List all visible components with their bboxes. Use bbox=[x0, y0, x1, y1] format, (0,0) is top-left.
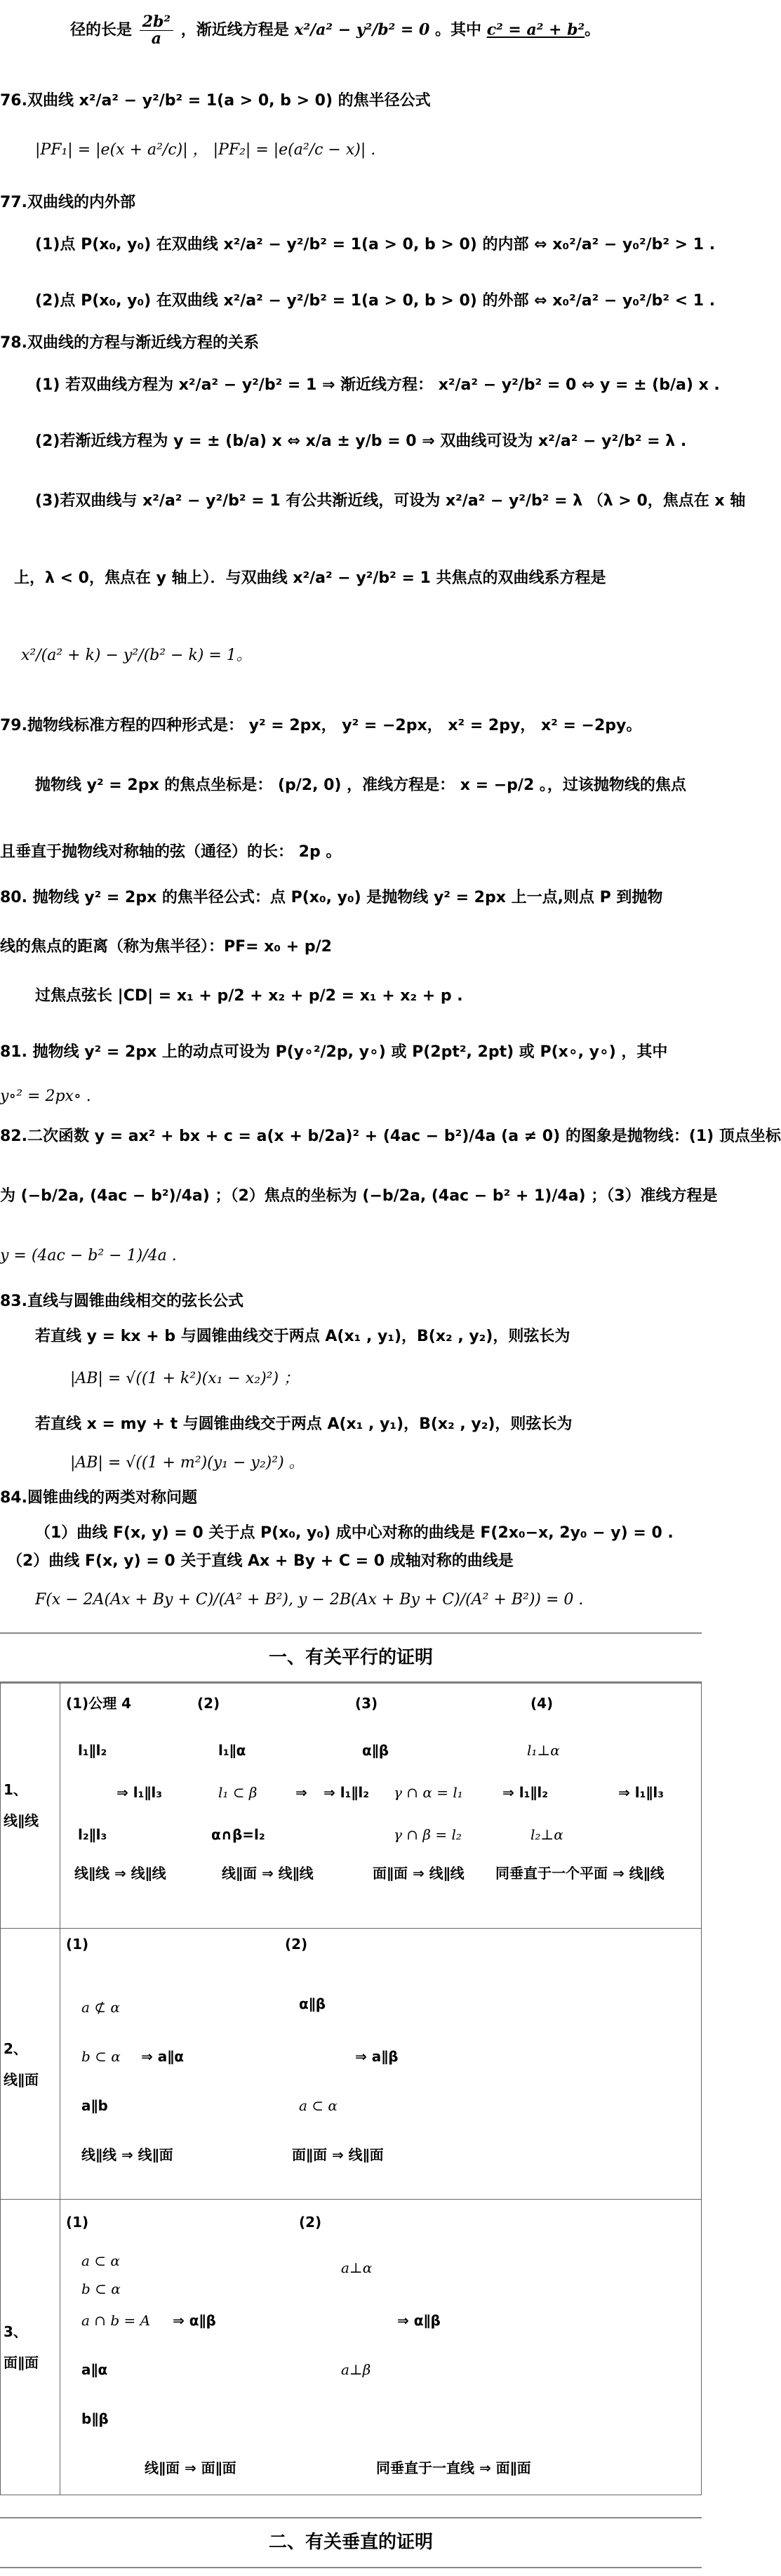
premise: b ⊂ α bbox=[81, 2048, 121, 2065]
premise: a ∩ b = A bbox=[81, 2312, 151, 2329]
item-79-title: 79.抛物线标准方程的四种形式是： y² = 2px， y² = −2px， x² = 2py， x² = −2py。 bbox=[0, 717, 642, 734]
item-84-title: 84.圆锥曲线的两类对称问题 bbox=[0, 1489, 197, 1507]
item-84-p2: （2）曲线 F(x, y) = 0 关于直线 Ax + By + C = 0 成轴对称的曲线是 bbox=[7, 1552, 514, 1570]
relation: c² = a² + b² bbox=[486, 20, 585, 39]
premise: a∥b bbox=[81, 2097, 108, 2114]
conclusion: ⇒ α∥β bbox=[173, 2312, 216, 2329]
item-78-title: 78.双曲线的方程与渐近线方程的关系 bbox=[0, 334, 259, 352]
ellipse-latus-line bbox=[70, 14, 702, 47]
premise: b∥β bbox=[81, 2410, 109, 2427]
rule-summary: 线∥面 ⇒ 面∥面 bbox=[145, 2459, 236, 2476]
premise: l₁ ⊂ β bbox=[218, 1784, 258, 1801]
premise: a ⊂ α bbox=[299, 2097, 338, 2114]
item-81-p2: y∘² = 2px∘ . bbox=[0, 1088, 91, 1105]
rule-summary: 线∥线 ⇒ 线∥线 bbox=[74, 1865, 166, 1882]
item-77-title: 77.双曲线的内外部 bbox=[0, 194, 135, 211]
item-78-p1: (1) 若双曲线方程为 x²/a² − y²/b² = 1 ⇒ 渐近线方程： x²/a² − y²/b² = 0 ⇔ y = ± (b/a) x . bbox=[35, 376, 720, 394]
conclusion: ⇒ a∥α bbox=[141, 2048, 184, 2065]
rule-summary: 同垂直于一个平面 ⇒ 线∥线 bbox=[495, 1865, 665, 1882]
item-76-title: 76.双曲线 x²/a² − y²/b² = 1(a > 0, b > 0) 的焦半径公式 bbox=[0, 92, 431, 110]
case-heading: (4) bbox=[530, 1695, 554, 1712]
row-number: 1、 bbox=[4, 1781, 27, 1798]
row-title: 面∥面 bbox=[4, 2354, 39, 2371]
den: a bbox=[151, 29, 161, 48]
item-81-p1: 81. 抛物线 y² = 2px 上的动点可设为 P(y∘²/2p, y∘) 或 P(2pt², 2pt) 或 P(x∘, y∘) ，其中 bbox=[0, 1043, 668, 1061]
premise: a ⊄ α bbox=[81, 1999, 120, 2016]
item-80-p1: 80. 抛物线 y² = 2px 的焦半径公式：点 P(x₀, y₀) 是抛物线 y² = 2px 上一点,则点 P 到抛物 bbox=[0, 889, 663, 906]
table-row bbox=[1, 2200, 702, 2495]
item-78-p3b: 上，λ < 0，焦点在 y 轴上）．与双曲线 x²/a² − y²/b² = 1 共焦点的双曲线系方程是 bbox=[14, 569, 606, 587]
item-83-title: 83.直线与圆锥曲线相交的弦长公式 bbox=[0, 1293, 243, 1310]
item-80-p3: 过焦点弦长 |CD| = x₁ + p/2 + x₂ + p/2 = x₁ + x₂ + p . bbox=[35, 987, 463, 1005]
case-heading: (2) bbox=[299, 2214, 322, 2231]
item-83-p2: |AB| = √((1 + k²)(x₁ − x₂)²) ； bbox=[70, 1370, 300, 1387]
rule-summary: 面∥面 ⇒ 线∥面 bbox=[292, 2146, 384, 2163]
rule-summary: 同垂直于一直线 ⇒ 面∥面 bbox=[376, 2459, 531, 2476]
row-label bbox=[1, 1682, 60, 1929]
premise: l₂⊥α bbox=[530, 1826, 563, 1843]
row-number: 2、 bbox=[4, 2040, 27, 2057]
rule-summary: 面∥面 ⇒ 线∥线 bbox=[373, 1865, 465, 1882]
section-perpendicular-heading: 二、有关垂直的证明 bbox=[0, 2517, 702, 2568]
conclusion: ⇒ α∥β bbox=[397, 2312, 441, 2329]
row-body bbox=[60, 1682, 702, 1929]
rule-summary: 线∥面 ⇒ 线∥线 bbox=[222, 1865, 314, 1882]
case-heading: (2) bbox=[285, 1936, 308, 1953]
row-body bbox=[60, 1929, 702, 2200]
text: 。其中 bbox=[435, 21, 482, 39]
table-row bbox=[1, 1682, 702, 1929]
table-row bbox=[1, 1929, 702, 2200]
text: 径的长是 bbox=[70, 21, 133, 39]
premise: a⊥β bbox=[341, 2361, 371, 2378]
item-79-p2: 且垂直于抛物线对称轴的弦（通径）的长： 2p 。 bbox=[0, 843, 342, 861]
item-83-p3: 若直线 x = my + t 与圆锥曲线交于两点 A(x₁ , y₁)，B(x₂ , y₂)，则弦长为 bbox=[35, 1415, 573, 1433]
case-heading: (2) bbox=[197, 1695, 220, 1712]
premise: γ ∩ α = l₁ bbox=[394, 1784, 463, 1801]
premise: γ ∩ β = l₂ bbox=[394, 1826, 462, 1843]
item-83-p1: 若直线 y = kx + b 与圆锥曲线交于两点 A(x₁ , y₁)，B(x₂ , y₂)，则弦长为 bbox=[35, 1328, 570, 1345]
row-label bbox=[1, 2200, 60, 2495]
item-80-p2: 线的焦点的距离（称为焦半径）：PF= x₀ + p/2 bbox=[0, 938, 332, 956]
item-82-p3: y = (4ac − b² − 1)/4a . bbox=[0, 1247, 177, 1264]
item-79-p1: 抛物线 y² = 2px 的焦点坐标是： (p/2, 0) ，准线方程是： x = −p/2 。，过该抛物线的焦点 bbox=[35, 777, 686, 794]
premise: l₁∥α bbox=[218, 1742, 246, 1759]
conclusion: ⇒ a∥β bbox=[355, 2048, 399, 2065]
row-body bbox=[60, 2200, 702, 2495]
case-heading: (3) bbox=[355, 1695, 378, 1712]
conclusion: ⇒ l₁∥l₃ bbox=[618, 1784, 664, 1801]
row-number: 3、 bbox=[4, 2323, 27, 2340]
case-heading: (1) bbox=[66, 1936, 89, 1953]
premise: α∥β bbox=[299, 1995, 326, 2012]
item-78-p3a: (3)若双曲线与 x²/a² − y²/b² = 1 有公共渐近线，可设为 x²/a² − y²/b² = λ （λ > 0，焦点在 x 轴 bbox=[35, 492, 746, 510]
item-82-p1: 82.二次函数 y = ax² + bx + c = a(x + b/2a)² + (4ac − b²)/4a (a ≠ 0) 的图象是抛物线：(1) 顶点坐标 bbox=[0, 1128, 781, 1145]
premise: l₁⊥α bbox=[527, 1742, 560, 1759]
premise: b ⊂ α bbox=[81, 2280, 121, 2297]
item-84-p1: （1）曲线 F(x, y) = 0 关于点 P(x₀, y₀) 成中心对称的曲线是 F(2x₀−x, 2y₀ − y) = 0 . bbox=[35, 1524, 674, 1542]
item-84-p3: F(x − 2A(Ax + By + C)/(A² + B²), y − 2B(Ax + By + C)/(A² + B²)) = 0 . bbox=[35, 1591, 584, 1609]
premise: α∩β=l₂ bbox=[211, 1826, 265, 1843]
item-78-p3c: x²/(a² + k) − y²/(b² − k) = 1。 bbox=[21, 647, 252, 664]
parallel-proof-table bbox=[0, 1682, 702, 2495]
section-parallel-heading: 一、有关平行的证明 bbox=[0, 1632, 702, 1684]
item-77-p2: (2)点 P(x₀, y₀) 在双曲线 x²/a² − y²/b² = 1(a > 0, b > 0) 的外部 ⇔ x₀²/a² − y₀²/b² < 1 . bbox=[35, 292, 716, 310]
fraction bbox=[140, 14, 173, 47]
item-83-p4: |AB| = √((1 + m²)(y₁ − y₂)²) 。 bbox=[70, 1454, 305, 1472]
row-label bbox=[1, 1929, 60, 2200]
item-77-p1: (1)点 P(x₀, y₀) 在双曲线 x²/a² − y²/b² = 1(a > 0, b > 0) 的内部 ⇔ x₀²/a² − y₀²/b² > 1 . bbox=[35, 236, 716, 253]
row-title: 线∥线 bbox=[4, 1812, 39, 1829]
rule-summary: 线∥线 ⇒ 线∥面 bbox=[81, 2146, 173, 2163]
premise: a⊥α bbox=[341, 2259, 373, 2276]
case-heading: (1) bbox=[66, 2214, 89, 2231]
item-82-p2: 为 (−b/2a, (4ac − b²)/4a) ；（2）焦点的坐标为 (−b/2a, (4ac − b² + 1)/4a) ；（3）准线方程是 bbox=[0, 1187, 718, 1205]
text: 。 bbox=[585, 21, 601, 39]
premise: α∥β bbox=[362, 1742, 389, 1759]
conclusion: ⇒ l₁∥l₃ bbox=[116, 1784, 162, 1801]
conclusion: ⇒ l₁∥l₂ bbox=[323, 1784, 369, 1801]
item-76-formula: |PF₁| = |e(x + a²/c)| ， |PF₂| = |e(a²/c − x)| . bbox=[35, 141, 376, 159]
premise: l₂∥l₃ bbox=[78, 1826, 107, 1843]
case-heading: (1)公理 4 bbox=[66, 1695, 132, 1712]
conclusion: ⇒ l₁∥l₂ bbox=[502, 1784, 548, 1801]
premise: l₁∥l₂ bbox=[78, 1742, 107, 1759]
premise: a∥α bbox=[81, 2361, 108, 2378]
implies-arrow: ⇒ bbox=[295, 1784, 307, 1801]
row-title: 线∥面 bbox=[4, 2070, 39, 2088]
item-78-p2: (2)若渐近线方程为 y = ± (b/a) x ⇔ x/a ± y/b = 0 ⇒ 双曲线可设为 x²/a² − y²/b² = λ . bbox=[35, 432, 687, 450]
premise: a ⊂ α bbox=[81, 2252, 120, 2269]
asymptote-eq: x²/a² − y²/b² = 0 bbox=[294, 20, 430, 39]
num: 2b² bbox=[140, 14, 173, 31]
text: ，渐近线方程是 bbox=[180, 21, 289, 39]
